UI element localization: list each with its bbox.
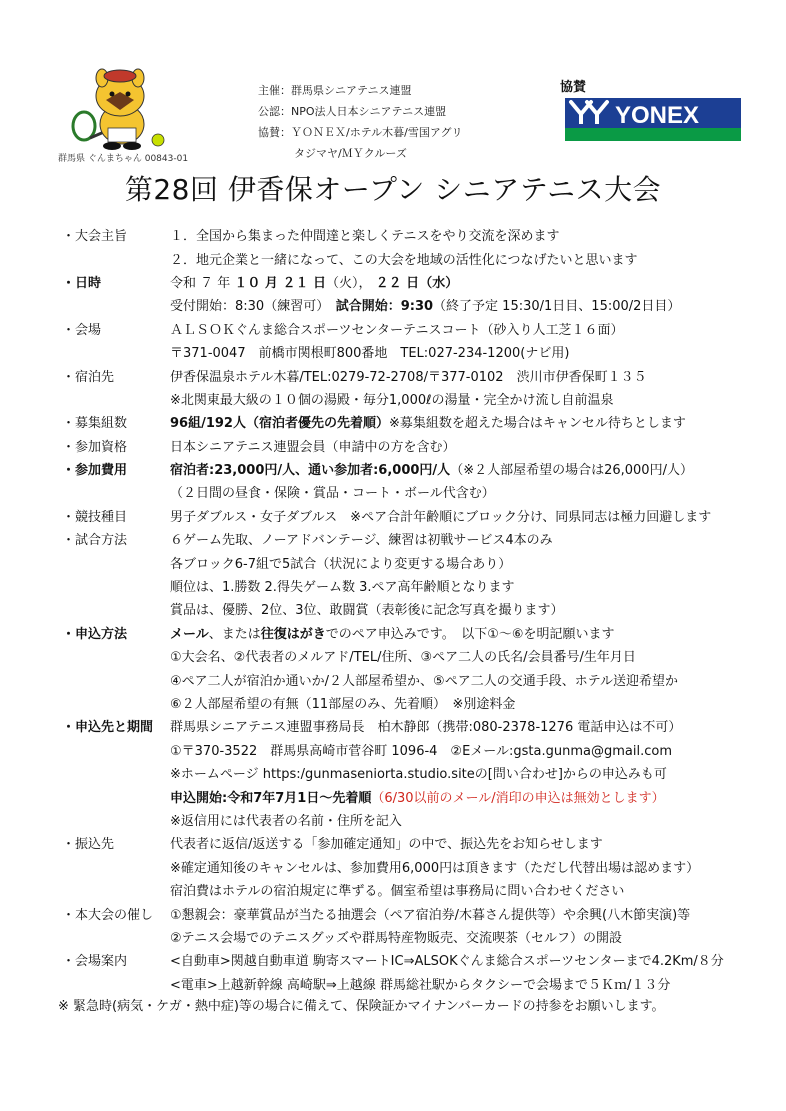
- reception-time: 受付開始：8:30（練習可）: [170, 299, 336, 315]
- purpose-line-1: １．全国から集まった仲間達と楽しくテニスをやり交流を深めます: [170, 229, 560, 245]
- format-line-1: ６ゲーム先取、ノーアドバンテージ、練習は初戦サービス4本のみ: [170, 533, 553, 549]
- official-line: 公認：NPO法人日本シニアテニス連盟: [258, 105, 447, 118]
- fee-note: （※２人部屋希望の場合は26,000円/人）: [450, 463, 693, 479]
- datetime-value: [170, 272, 772, 291]
- events-row: [62, 504, 772, 527]
- contact-line-2: ①〒370-3522 群馬県高崎市菅谷町 1096-4 ②Eメール:gsta.gunma@gmail.com: [170, 743, 672, 759]
- datetime-times: [170, 295, 772, 314]
- extra-events-label: ・本大会の催し: [62, 907, 154, 923]
- yonex-logo: [565, 98, 741, 141]
- yonex-logo-text: YONEX: [615, 102, 700, 129]
- venue-row-2: [62, 340, 772, 363]
- venue-line-1: ＡＬＳＯＫぐんま総合スポーツセンターテニスコート（砂入り人工芝１６面）: [170, 322, 624, 338]
- application-mail: メール: [170, 626, 209, 642]
- payment-line-3: 宿泊費はホテルの宿泊規定に準ずる。個室希望は事務局に問い合わせください: [170, 884, 625, 900]
- format-line-4: 賞品は、優勝、2位、3位、敢闘賞（表彰後に記念写真を撮ります）: [170, 603, 564, 619]
- format-row-4: [62, 597, 772, 620]
- contact-line-1: 群馬県シニアテニス連盟事務局長 柏木静郎（携帯:080-2378-1276 電話申込は不可）: [170, 720, 682, 736]
- application-row: [62, 621, 772, 644]
- eligibility-line-1: 日本シニアテニス連盟会員（申請中の方を含む）: [170, 439, 456, 455]
- datetime-row-2: [62, 293, 772, 316]
- details-list: [62, 223, 772, 995]
- extra-events-line-1: ①懇親会：豪華賞品が当たる抽選会（ペア宿泊券/木暮さん提供等）や余興(八木節実演)等: [170, 907, 691, 923]
- lodging-label: ・宿泊先: [62, 369, 115, 385]
- format-line-2: 各ブロック6-7組で5試合（状況により変更する場合あり）: [170, 556, 512, 572]
- teams-note: ※募集組数を超えた場合はキャンセル待ちとします: [388, 416, 686, 432]
- mascot-caption: 群馬県 ぐんまちゃん 00843-01: [58, 154, 189, 164]
- datetime-day1-dow: （火）: [325, 275, 359, 291]
- contact-row: [62, 714, 772, 737]
- teams-value: [170, 412, 772, 431]
- payment-line-1: 代表者に返信/返送する「参加確定通知」の中で、振込先をお知らせします: [170, 837, 603, 853]
- fee-label: ・参加費用: [62, 463, 128, 479]
- application-mid: 、または: [208, 626, 261, 642]
- application-row-3: [62, 667, 772, 690]
- application-line-4: ⑥２人部屋希望の有無（11部屋のみ、先着順） ※別途料金: [170, 697, 516, 712]
- venue-label: ・会場: [62, 322, 102, 338]
- emergency-footnote: ※ 緊急時(病気・ケガ・熱中症)等の場合に備えて、保険証かマイナンバーカードの持参をお願いします。: [58, 999, 665, 1014]
- period-start: 申込開始:令和7年7月1日～先着順: [170, 790, 372, 806]
- application-row-2: [62, 644, 772, 667]
- contact-line-5: ※返信用には代表者の名前・住所を記入: [170, 813, 402, 829]
- mascot-illustration: [70, 66, 170, 152]
- sponsors-line: 協賛：ＹＯＮＥＸ/ホテル木暮/雪国アグリ: [258, 126, 463, 139]
- application-label: ・申込方法: [62, 626, 128, 642]
- payment-row-2: [62, 855, 772, 878]
- datetime-era: 令和 ７ 年: [170, 275, 235, 291]
- fee-line-2: （２日間の昼食・保険・賞品・コート・ボール代含む）: [170, 486, 495, 502]
- access-line-1: <自動車>関越自動車道 駒寄スマートIC⇒ALSOKぐんま総合スポーツセンターまで4.2Km/８分: [170, 954, 724, 970]
- lodging-row-2: [62, 387, 772, 410]
- contact-row-4: [62, 784, 772, 807]
- payment-row-3: [62, 878, 772, 901]
- contact-row-5: [62, 808, 772, 831]
- datetime-day2-dow: （水）: [419, 275, 459, 291]
- contact-row-2: [62, 738, 772, 761]
- events-line-1: 男子ダブルス・女子ダブルス ※ペア合計年齢順にブロック分け、同県同志は極力回避します: [170, 509, 712, 525]
- application-postcard: 往復はがき: [260, 626, 326, 642]
- datetime-row: [62, 270, 772, 293]
- end-time: （終了予定 15:30/1日目、15:00/2日目）: [433, 299, 681, 315]
- extra-events-row: [62, 901, 772, 924]
- purpose-row: [62, 223, 772, 246]
- payment-row: [62, 831, 772, 854]
- application-period: [170, 787, 772, 806]
- purpose-label: ・大会主旨: [62, 229, 128, 245]
- datetime-label: ・日時: [62, 275, 102, 291]
- format-row-3: [62, 574, 772, 597]
- extra-events-row-2: [62, 925, 772, 948]
- teams-row: [62, 410, 772, 433]
- access-label: ・会場案内: [62, 954, 128, 970]
- application-rest: でのペア申込みです。 以下①～⑥を明記願います: [325, 626, 615, 642]
- payment-label: ・振込先: [62, 837, 115, 853]
- format-line-3: 順位は、1.勝数 2.得失ゲーム数 3.ペア高年齢順となります: [170, 580, 515, 596]
- teams-label: ・募集組数: [62, 416, 128, 432]
- application-value: [170, 623, 772, 642]
- eligibility-label: ・参加資格: [62, 439, 128, 455]
- sponsor-label: 協賛: [560, 80, 587, 95]
- contact-row-3: [62, 761, 772, 784]
- datetime-day1: １０ 月 ２１ 日: [234, 275, 326, 291]
- host-line: 主催：群馬県シニアテニス連盟: [258, 84, 412, 97]
- events-label: ・競技種目: [62, 509, 128, 525]
- period-warning: （6/30以前のメール/消印の申込は無効とします）: [371, 790, 665, 806]
- venue-row: [62, 317, 772, 340]
- contact-label: ・申込先と期間: [62, 720, 154, 736]
- format-row-2: [62, 550, 772, 573]
- teams-count: 96組/192人（宿泊者優先の先着順）: [170, 416, 389, 432]
- contact-line-3: ※ホームページ https:/gunmaseniorta.studio.siteの[問い合わせ]からの申込みも可: [170, 767, 667, 783]
- format-label: ・試合方法: [62, 533, 128, 549]
- eligibility-row: [62, 434, 772, 457]
- format-row: [62, 527, 772, 550]
- datetime-sep: ，: [358, 275, 372, 291]
- application-line-2: ①大会名、②代表者のメルアド/TEL/住所、③ペア二人の氏名/会員番号/生年月日: [170, 650, 636, 666]
- extra-events-line-2: ②テニス会場でのテニスグッズや群馬特産物販売、交流喫茶（セルフ）の開設: [170, 930, 622, 946]
- fee-row: [62, 457, 772, 480]
- organizer-block: [258, 80, 463, 164]
- purpose-row-2: [62, 246, 772, 269]
- access-line-2: <電車>上越新幹線 高崎駅⇒上越線 群馬総社駅からタクシーで会場まで５Ｋｍ/１３分: [170, 977, 671, 993]
- sponsors-line-cont: タジマヤ/ＭＹクルーズ: [294, 147, 407, 160]
- access-row: [62, 948, 772, 971]
- access-row-2: [62, 972, 772, 995]
- datetime-day2: ２２ 日: [375, 275, 420, 291]
- page-title: 第28回 伊香保オープン シニアテニス大会: [124, 173, 662, 206]
- application-line-3: ④ペア二人が宿泊か通いか/２人部屋希望か、⑤ペア二人の交通手段、ホテル送迎希望か: [170, 673, 679, 689]
- fee-row-2: [62, 480, 772, 503]
- purpose-line-2: ２．地元企業と一緒になって、この大会を地域の活性化につなげたいと思います: [170, 252, 638, 268]
- fee-value: [170, 459, 772, 478]
- lodging-line-1: 伊香保温泉ホテル木暮/TEL:0279-72-2708/〒377-0102 渋川市伊香保町１３５: [170, 369, 647, 385]
- lodging-row: [62, 363, 772, 386]
- payment-line-2: ※確定通知後のキャンセルは、参加費用6,000円は頂きます（ただし代替出場は認めます）: [170, 860, 700, 876]
- fee-amounts: 宿泊者:23,000円/人、通い参加者:6,000円/人: [170, 463, 451, 479]
- venue-line-2: 〒371-0047 前橋市関根町800番地 TEL:027-234-1200(ナビ用): [170, 346, 570, 362]
- lodging-line-2: ※北関東最大級の１０個の湯殿・毎分1,000ℓの湯量・完全かけ流し自前温泉: [170, 392, 614, 408]
- match-start-time: 試合開始：9:30: [335, 299, 434, 315]
- application-row-4: [62, 691, 772, 714]
